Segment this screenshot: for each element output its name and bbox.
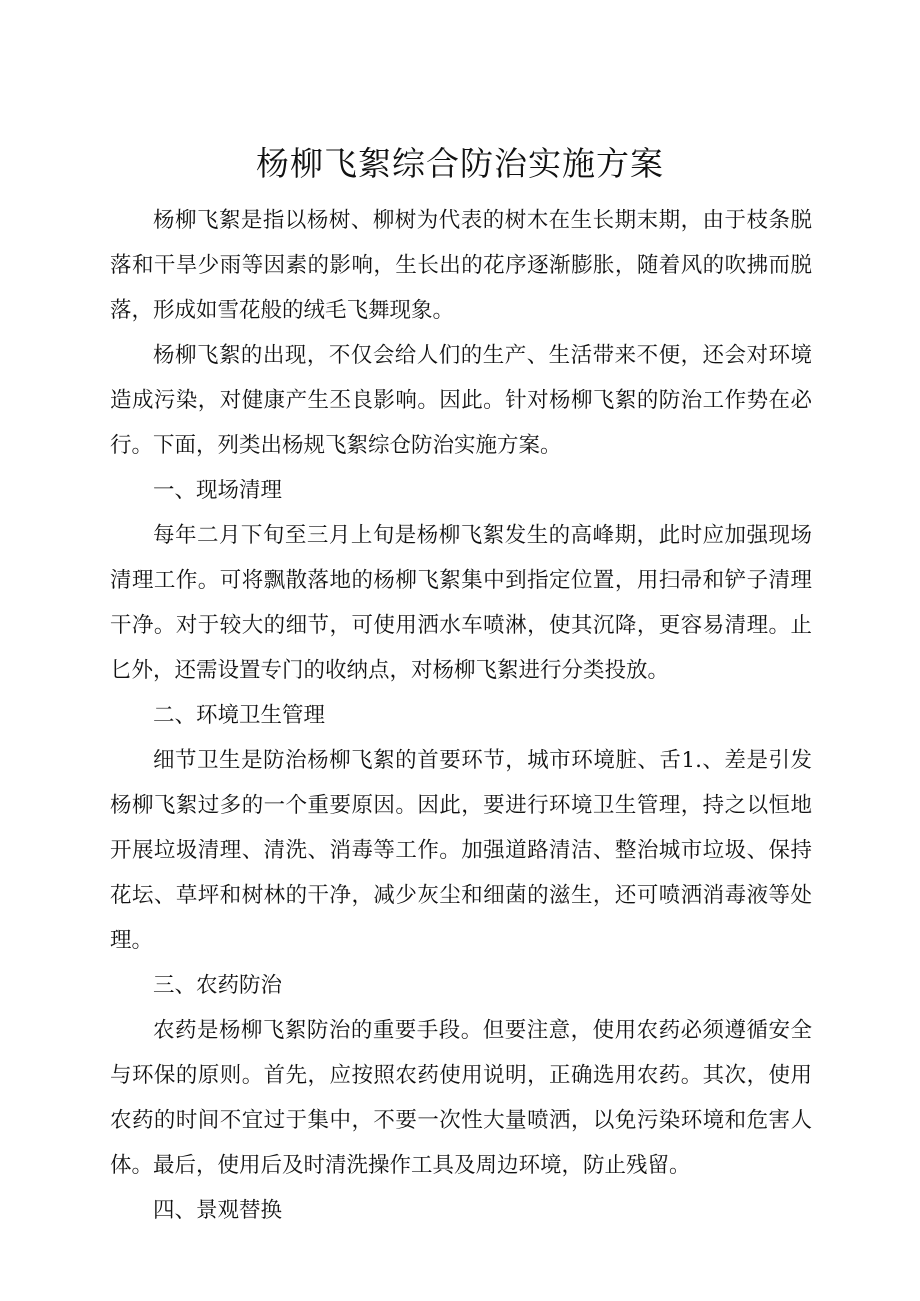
section-heading-2: 二、环境卫生管理 bbox=[153, 703, 326, 728]
section-heading-4: 四、景观替换 bbox=[153, 1198, 283, 1223]
intro-paragraph-2: 杨柳飞絮的出现，不仅会给人们的生产、生活带来不便，还会对环境造成污染，对健康产生丕良影响。因此。针对杨柳飞絮的防治工作势在必行。下面，列类出杨规飞絮综仓防治实施方案。 bbox=[110, 343, 812, 458]
section-paragraph-3: 农药是杨柳飞絮防治的重要手段。但要注意，使用农药必须遵循安全与环保的原则。首先，应按照农药使用说明，正确选用农药。其次，使用农药的时间不宜过于集中，不要一次性大量喷洒，以免污染环境和危害人体。最后，使用后及时清洗操作工具及周边环境，防止残留。 bbox=[110, 1018, 812, 1178]
document-body bbox=[110, 198, 812, 1233]
section-heading-3: 三、农药防治 bbox=[153, 973, 283, 998]
section-heading-1: 一、现场清理 bbox=[153, 478, 283, 503]
intro-paragraph-1: 杨柳飞絮是指以杨树、柳树为代表的树木在生长期末期，由于枝条脱落和干旱少雨等因素的影响，生长出的花序逐渐膨胀，随着风的吹拂而脱落，形成如雪花般的绒毛飞舞现象。 bbox=[110, 208, 812, 323]
section-paragraph-1: 每年二月下旬至三月上旬是杨柳飞絮发生的高峰期，此时应加强现场清理工作。可将飘散落地的杨柳飞絮集中到指定位置，用扫帚和铲子清理干净。对于较大的细节，可使用洒水车喷淋，使其沉降，更容易清理。止匕外，还需设置专门的收纳点，对杨柳飞絮进行分类投放。 bbox=[110, 523, 812, 683]
document-title: 杨柳飞絮综合防治实施方案 bbox=[256, 144, 664, 183]
section-paragraph-2: 细节卫生是防治杨柳飞絮的首要环节，城市环境脏、舌1.、差是引发杨柳飞絮过多的一个重要原因。因此，要进行环境卫生管理，持之以恒地开展垃圾清理、清洗、消毒等工作。加强道路清洁、整治城市垃圾、保持花坛、草坪和树林的干净，减少灰尘和细菌的滋生，还可喷洒消毒液等处理。 bbox=[110, 748, 812, 953]
